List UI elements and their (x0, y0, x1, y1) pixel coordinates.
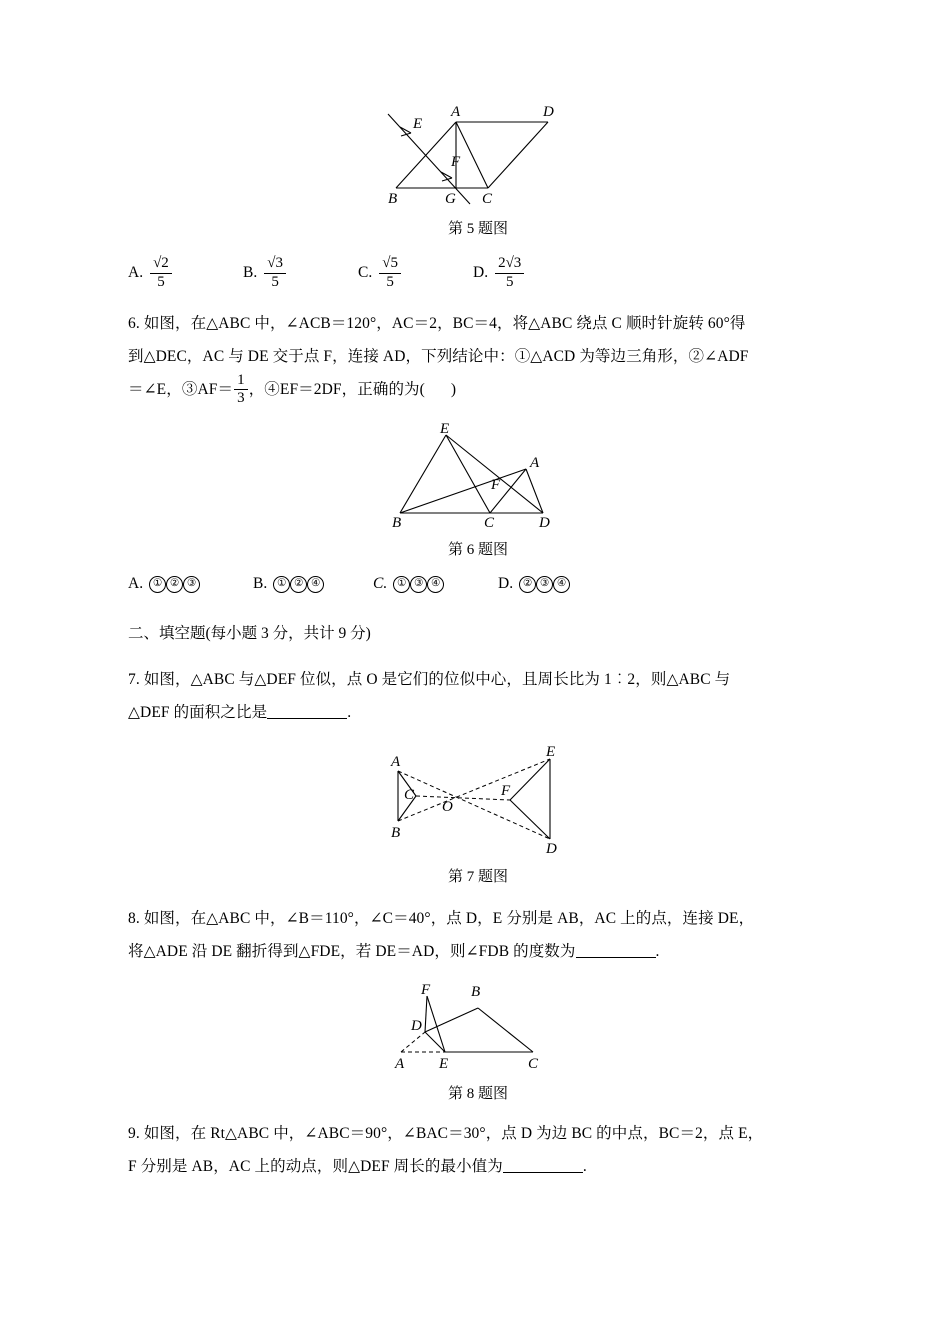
figure-5-drawing (378, 100, 578, 210)
figure-6-label-E: E (440, 421, 450, 437)
q6-line-3 (128, 373, 828, 408)
figure-7-label-D: D (546, 841, 557, 857)
q5-option-a-label: A. (128, 264, 144, 282)
q5-option-a-numerator: √2 (150, 256, 172, 274)
q5-option-c-denominator: 5 (386, 273, 394, 290)
q7-line-2-pre: △DEF 的面积之比是 (128, 704, 268, 721)
q9-line-2 (128, 1150, 828, 1183)
q6-fraction-denominator: 3 (237, 390, 245, 407)
q5-option-b-denominator: 5 (271, 273, 279, 290)
q6-option-c[interactable] (373, 575, 498, 593)
q6-option-a-item-2: ② (166, 576, 183, 593)
figure-5-label-F: F (451, 154, 461, 170)
q6-option-c-item-2: ③ (410, 576, 427, 593)
question-7 (128, 663, 828, 729)
q5-options (128, 256, 828, 291)
figure-7-label-F: F (501, 783, 511, 799)
figure-5-label-E: E (413, 116, 423, 132)
figure-5-caption: 第 5 题图 (447, 221, 508, 237)
q9-line-2-pre: F 分别是 AB，AC 上的动点，则△DEF 周长的最小值为 (128, 1158, 503, 1175)
question-6 (128, 307, 828, 408)
q6-fraction-one-third (234, 373, 248, 408)
q5-option-b-numerator: √3 (264, 256, 286, 274)
q6-line-3-pre: ＝∠E，③AF＝ (128, 381, 234, 399)
q5-option-a-fraction (150, 256, 172, 291)
q9-line-1-text: 如图，在 Rt△ABC 中，∠ABC＝90°，∠BAC＝30°，点 D 为边 BC 的中点，BC＝2，点 E， (143, 1125, 764, 1142)
q6-option-b-item-2: ② (290, 576, 307, 593)
q6-option-b-label: B. (253, 575, 268, 592)
q8-line-2-pre: 将△ADE 沿 DE 翻折得到△FDE，若 DE＝AD，则∠FDB 的度数为 (128, 943, 576, 960)
q6-option-d-label: D. (498, 575, 514, 592)
figure-8-label-A: A (395, 1056, 405, 1072)
q8-line-1-text: 如图，在△ABC 中，∠B＝110°，∠C＝40°，点 D，E 分别是 AB，AC 上的点，连接 DE， (143, 910, 755, 927)
q6-number: 6. (128, 314, 140, 332)
q6-line-3-end: ) (450, 381, 457, 399)
figure-7-drawing (368, 743, 588, 858)
q5-option-a-denominator: 5 (157, 273, 165, 290)
figure-7-label-A: A (391, 754, 401, 770)
figure-8-drawing (383, 980, 573, 1075)
q8-line-1 (128, 902, 828, 935)
figure-6-drawing (378, 421, 578, 531)
q5-option-c[interactable] (358, 256, 473, 291)
q6-option-d-item-3: ④ (553, 576, 570, 593)
q6-option-a[interactable] (128, 575, 253, 593)
q5-option-c-numerator: √5 (379, 256, 401, 274)
q8-answer-blank[interactable] (576, 943, 656, 958)
q5-option-c-label: C. (358, 264, 373, 282)
q9-number: 9. (128, 1125, 140, 1142)
figure-5-label-B: B (388, 191, 398, 207)
q5-option-b-label: B. (243, 264, 258, 282)
figure-6-caption: 第 6 题图 (447, 542, 508, 558)
question-8 (128, 902, 828, 968)
q6-line-1 (128, 307, 828, 340)
q6-option-b-item-3: ④ (307, 576, 324, 593)
q6-option-c-item-1: ① (393, 576, 410, 593)
figure-8 (128, 980, 828, 1103)
q6-option-c-label: C. (373, 575, 388, 592)
q8-number: 8. (128, 910, 140, 927)
figure-6 (128, 421, 828, 559)
figure-6-label-C: C (484, 515, 495, 531)
q6-option-b[interactable] (253, 575, 373, 593)
q6-option-b-item-1: ① (273, 576, 290, 593)
figure-8-label-C: C (528, 1056, 539, 1072)
q8-line-2-post: . (655, 943, 660, 960)
figure-5-label-A: A (451, 104, 461, 120)
q6-option-d[interactable] (498, 575, 570, 593)
q7-answer-blank[interactable] (267, 704, 347, 719)
figure-8-label-D: D (411, 1018, 422, 1034)
q5-option-d-label: D. (473, 264, 489, 282)
q5-option-b[interactable] (243, 256, 358, 291)
figure-5 (128, 100, 828, 238)
q6-option-d-item-1: ② (519, 576, 536, 593)
q5-option-d[interactable] (473, 256, 525, 291)
figure-5-label-G: G (445, 191, 456, 207)
figure-5-label-D: D (543, 104, 554, 120)
figure-7-label-O: O (442, 799, 453, 815)
figure-7 (128, 743, 828, 886)
figure-8-label-E: E (439, 1056, 449, 1072)
q7-line-1-text: 如图，△ABC 与△DEF 位似，点 O 是它们的位似中心，且周长比为 1︰2，则△ABC 与 (143, 671, 731, 688)
q9-answer-blank[interactable] (503, 1158, 583, 1173)
q5-option-d-fraction (495, 256, 524, 291)
q5-option-c-fraction (379, 256, 401, 291)
figure-5-label-C: C (482, 191, 493, 207)
q6-option-c-item-3: ④ (427, 576, 444, 593)
figure-8-caption: 第 8 题图 (447, 1086, 508, 1102)
figure-8-label-B: B (471, 984, 481, 1000)
figure-6-label-B: B (392, 515, 402, 531)
figure-7-label-E: E (546, 744, 556, 760)
q6-option-d-item-2: ③ (536, 576, 553, 593)
q6-option-a-label: A. (128, 575, 144, 592)
question-9 (128, 1117, 828, 1183)
figure-6-label-A: A (530, 455, 540, 471)
q7-line-1 (128, 663, 828, 696)
q6-line-1-text: 如图，在△ABC 中，∠ACB＝120°，AC＝2，BC＝4，将△ABC 绕点 C 顺时针旋转 60°得 (143, 314, 746, 332)
q6-line-3-post: ，④EF＝2DF，正确的为( (248, 381, 425, 399)
q5-option-b-fraction (264, 256, 286, 291)
figure-7-caption: 第 7 题图 (447, 869, 508, 885)
q6-fraction-numerator: 1 (234, 373, 248, 391)
figure-6-label-D: D (539, 515, 550, 531)
figure-8-label-F: F (421, 982, 431, 998)
figure-7-label-B: B (391, 825, 401, 841)
section-2-heading: 二、填空题(每小题 3 分，共计 9 分) (128, 625, 371, 642)
q6-line-2: 到△DEC，AC 与 DE 交于点 F，连接 AD，下列结论中：①△ACD 为等边三角形，②∠ADF (128, 347, 749, 365)
q8-line-2 (128, 935, 828, 968)
q5-option-a[interactable] (128, 256, 243, 291)
q6-option-a-item-3: ③ (183, 576, 200, 593)
q9-line-2-post: . (582, 1158, 587, 1175)
q6-options (128, 575, 828, 593)
figure-7-label-C: C (404, 787, 415, 803)
q9-line-1 (128, 1117, 828, 1150)
figure-6-label-F: F (491, 477, 501, 493)
q7-line-2 (128, 696, 828, 729)
q7-number: 7. (128, 671, 140, 688)
q7-line-2-post: . (347, 704, 352, 721)
q5-option-d-denominator: 5 (505, 273, 514, 290)
q6-option-a-item-1: ① (149, 576, 166, 593)
q5-option-d-numerator: 2√3 (495, 256, 524, 274)
page-content (128, 0, 828, 1183)
